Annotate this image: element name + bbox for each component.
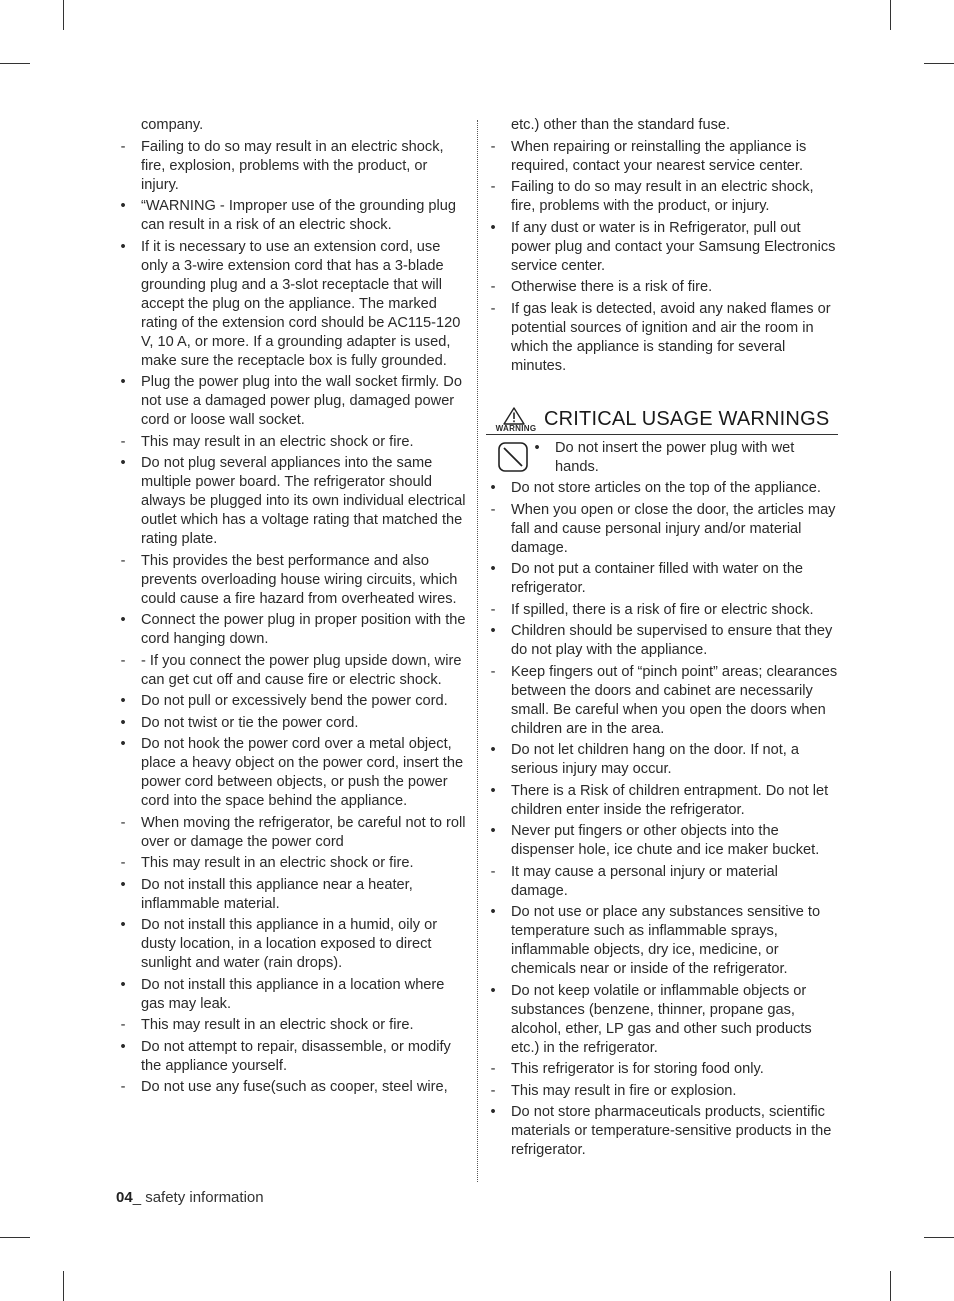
continuation-text: etc.) other than the standard fuse. (511, 117, 731, 133)
bullet-marker: • (490, 823, 496, 839)
bullet-marker: • (490, 1104, 496, 1120)
list-item-text: This may result in an electric shock or fire. (141, 1017, 414, 1033)
list-item-text: Do not insert the power plug with wet hands. (555, 439, 795, 475)
list-item-text: Never put fingers or other objects into the dispenser hole, ice chute and ice maker bucket. (511, 823, 820, 858)
right-column-top (486, 116, 838, 376)
bullet-item (116, 692, 468, 711)
list-item-text: Children should be supervised to ensure that they do not play with the appliance. (511, 623, 833, 658)
bullet-item (486, 622, 838, 660)
dash-marker: - (490, 279, 496, 295)
dash-marker: - (490, 138, 496, 155)
warning-label: WARNING (495, 423, 537, 433)
list-item-text: Do not attempt to repair, disassemble, or modify the appliance yourself. (141, 1038, 451, 1074)
list-item-text: This refrigerator is for storing food only. (511, 1061, 764, 1077)
bullet-marker: • (120, 374, 126, 390)
list-item-text: Plug the power plug into the wall socket firmly. Do not use a damaged power plug, damaged power cord or loose wall socket. (141, 374, 462, 428)
page-number: 04 (116, 1189, 133, 1206)
bullet-item (486, 560, 838, 598)
dash-marker: - (490, 1061, 496, 1077)
list-item-text: If gas leak is detected, avoid any naked flames or potential sources of ignition and air the room in which the appliance is standing for several minutes. (511, 300, 831, 374)
list-item-text: This may result in an electric shock or fire. (141, 855, 414, 871)
bullet-marker: • (120, 1038, 126, 1055)
list-item-text: - If you connect the power plug upside down, wire can get cut off and cause fire or electric shock. (141, 652, 462, 688)
list-item-text: Connect the power plug in proper position with the cord hanging down. (141, 612, 466, 647)
list-item-text: Do not store articles on the top of the appliance. (511, 480, 821, 496)
right-column-bottom (486, 479, 838, 1160)
bullet-item (116, 1038, 468, 1076)
bullet-marker: • (490, 219, 496, 236)
bullet-item (116, 373, 468, 430)
bullet-marker: • (120, 876, 126, 893)
list-item-text: Keep fingers out of “pinch point” areas; clearances between the doors and cabinet are necessarily small. Be careful when you open the doors when children are in the area. (511, 663, 838, 737)
bullet-marker: • (490, 904, 496, 920)
crop-mark (0, 63, 30, 64)
bullet-marker: • (490, 480, 496, 496)
dash-marker: - (490, 601, 496, 618)
dash-item (116, 854, 468, 873)
left-column (116, 116, 468, 1100)
dash-item (486, 501, 838, 558)
prohibition-icon (498, 442, 528, 472)
list-item-text: Do not plug several appliances into the same multiple power board. The refrigerator should always be plugged into its own individual electrical outlet which has a voltage rating that matched the rating plate. (141, 455, 466, 547)
bullet-item (486, 903, 838, 979)
dash-marker: - (490, 300, 496, 317)
dash-marker: - (490, 179, 496, 195)
footer-label: _ safety information (132, 1189, 264, 1206)
list-item-text: There is a Risk of children entrapment. Do not let children enter inside the refrigerator. (511, 782, 829, 818)
bullet-marker: • (120, 917, 126, 933)
list-item-text: Do not twist or tie the power cord. (141, 714, 359, 731)
bullet-marker: • (490, 782, 496, 799)
dash-marker: - (490, 663, 496, 680)
dash-marker: - (490, 1082, 496, 1099)
bullet-item (116, 876, 468, 914)
bullet-item (486, 1103, 838, 1160)
bullet-marker: • (120, 693, 126, 709)
dash-marker: - (120, 855, 126, 871)
right-column (486, 116, 838, 1163)
page-footer (116, 1189, 264, 1206)
dash-item (116, 552, 468, 609)
list-item-text: When moving the refrigerator, be careful not to roll over or damage the power cord (141, 814, 466, 850)
dash-item (486, 863, 838, 901)
list-item-text: Do not use or place any substances sensitive to temperature such as inflammable sprays, inflammable objects, dry ice, medicine, or chemicals near or inside of the refrigerator. (511, 904, 821, 977)
list-item-text: Do not hook the power cord over a metal object, place a heavy object on the power cord, insert the power cord between objects, or push the power cord into the space behind the appliance. (141, 736, 464, 809)
bullet-item (486, 982, 838, 1058)
column-divider (477, 120, 478, 1182)
list-item-text: This provides the best performance and also prevents overloading house wiring circuits, which could cause a fire hazard from overheated wires. (141, 552, 458, 607)
list-item-text: Do not install this appliance near a heater, inflammable material. (141, 876, 413, 912)
dash-item (116, 1078, 468, 1097)
list-item-text: Do not store pharmaceuticals products, scientific materials or temperature-sensitive products in the refrigerator. (511, 1104, 832, 1158)
dash-marker: - (120, 814, 126, 831)
list-item-text: Failing to do so may result in an electric shock, fire, problems with the product, or injury. (511, 179, 814, 214)
list-item-text: Do not put a container filled with water on the refrigerator. (511, 561, 804, 596)
bullet-item (486, 822, 838, 860)
bullet-marker: • (120, 736, 126, 752)
dash-marker: - (120, 1017, 126, 1033)
bullet-item (486, 741, 838, 779)
bullet-item (116, 197, 468, 235)
list-item-text: Do not install this appliance in a location where gas may leak. (141, 976, 445, 1012)
bullet-marker: • (490, 742, 496, 758)
bullet-item (116, 916, 468, 973)
dash-item (116, 433, 468, 452)
dash-marker: - (490, 863, 496, 880)
bullet-item (116, 238, 468, 371)
list-item-text: Do not let children hang on the door. If not, a serious injury may occur. (511, 742, 800, 777)
list-item-text: If it is necessary to use an extension cord, use only a 3-wire extension cord that has a 3-blade grounding plug and a 3-slot receptacle that will accept the plug on the appliance. The marked rating of the extension cord should be AC115-120 V, 10 A, or more. If a grounding adapter is used, make sure the receptacle box is fully grounded. (141, 238, 461, 369)
bullet-item (486, 782, 838, 820)
dash-marker: - (120, 552, 126, 569)
bullet-item (486, 479, 838, 498)
dash-marker: - (490, 501, 496, 518)
bullet-item (486, 219, 838, 276)
dash-item (486, 1082, 838, 1101)
dash-marker: - (120, 138, 126, 155)
list-item-text: Do not pull or excessively bend the power cord. (141, 693, 448, 709)
dash-item (486, 601, 838, 620)
crop-mark (890, 1271, 891, 1301)
list-item-text: Otherwise there is a risk of fire. (511, 279, 713, 295)
section-title: CRITICAL USAGE WARNINGS (544, 407, 830, 430)
bullet-marker: • (120, 714, 126, 731)
bullet-marker: • (490, 561, 496, 577)
bullet-item (116, 714, 468, 733)
dash-item (486, 138, 838, 176)
list-item-text: Do not install this appliance in a humid, oily or dusty location, in a location exposed to direct sunlight and water (rain drops). (141, 917, 438, 971)
bullet-marker: • (120, 976, 126, 993)
list-item-text: Do not keep volatile or inflammable objects or substances (benzene, thinner, propane gas, alcohol, ether, LP gas and other such products etc.) in the refrigerator. (511, 982, 812, 1056)
dash-marker: - (120, 1079, 126, 1095)
list-item-text: If any dust or water is in Refrigerator, pull out power plug and contact your Samsung Electronics service center. (511, 219, 836, 274)
dash-item (486, 663, 838, 739)
list-item (486, 439, 838, 477)
dash-marker: - (120, 433, 126, 450)
dash-item (116, 814, 468, 852)
list-item-text: “WARNING - Improper use of the grounding plug can result in a risk of an electric shock. (141, 198, 456, 233)
bullet-marker: • (120, 238, 126, 255)
dash-item (486, 178, 838, 216)
bullet-item (116, 611, 468, 649)
bullet-marker: • (490, 623, 496, 639)
crop-mark (890, 0, 891, 30)
list-item-text: If spilled, there is a risk of fire or electric shock. (511, 601, 814, 618)
bullet-item (116, 454, 468, 549)
dash-item (486, 1060, 838, 1079)
bullet-item (116, 735, 468, 811)
list-item-text: When repairing or reinstalling the appliance is required, contact your nearest service center. (511, 138, 807, 174)
bullet-marker: • (490, 982, 496, 999)
bullet-marker: • (534, 439, 540, 456)
dash-item (116, 652, 468, 690)
crop-mark (0, 1237, 30, 1238)
dash-item (116, 1016, 468, 1035)
list-item-text: Do not use any fuse(such as cooper, steel wire, (141, 1079, 448, 1095)
warning-triangle-icon (488, 408, 540, 434)
crop-mark (924, 1237, 954, 1238)
bullet-marker: • (120, 455, 126, 471)
continuation-text: company. (141, 117, 204, 133)
bullet-marker: • (120, 612, 126, 628)
list-item-text: Failing to do so may result in an electric shock, fire, explosion, problems with the product, or injury. (141, 138, 444, 193)
list-item-text: It may cause a personal injury or material damage. (511, 863, 778, 899)
bullet-marker: • (120, 198, 126, 214)
section-header (486, 406, 838, 435)
list-item-text: This may result in an electric shock or fire. (141, 433, 414, 450)
bullet-item (116, 976, 468, 1014)
list-item-text: This may result in fire or explosion. (511, 1082, 737, 1099)
list-item-text: When you open or close the door, the articles may fall and cause personal injury and/or material damage. (511, 501, 836, 556)
crop-mark (63, 0, 64, 30)
dash-item (486, 278, 838, 297)
dash-marker: - (120, 652, 126, 669)
dash-item (486, 300, 838, 376)
dash-item (116, 138, 468, 195)
crop-mark (924, 63, 954, 64)
crop-mark (63, 1271, 64, 1301)
